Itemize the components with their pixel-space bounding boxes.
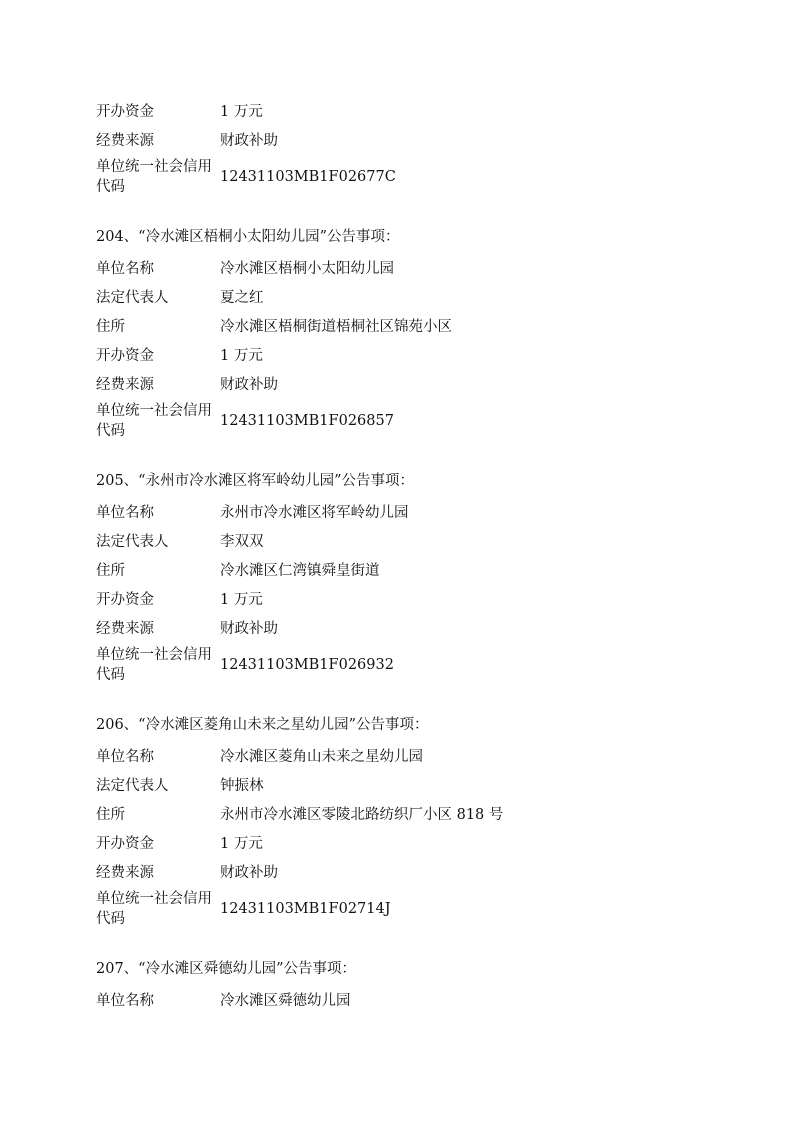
- field-value: 12431103MB1F026932: [220, 657, 394, 673]
- field-label: 单位统一社会信用代码: [96, 647, 212, 683]
- document-content: [96, 97, 736, 1015]
- field-row: [96, 771, 736, 800]
- field-value: 冷水滩区菱角山未来之星幼儿园: [220, 748, 423, 765]
- field-label: 单位名称: [96, 504, 154, 521]
- field-label: 单位名称: [96, 992, 154, 1009]
- field-label: 经费来源: [96, 620, 154, 637]
- field-value: 1 万元: [220, 835, 263, 852]
- field-row: [96, 341, 736, 370]
- field-label: 法定代表人: [96, 533, 169, 550]
- field-row: [96, 312, 736, 341]
- field-row: [96, 858, 736, 887]
- field-label: 住所: [96, 318, 125, 335]
- field-row: [96, 614, 736, 643]
- field-value: 永州市冷水滩区零陵北路纺织厂小区 818 号: [220, 806, 504, 823]
- field-label: 单位统一社会信用代码: [96, 403, 212, 439]
- field-value: 冷水滩区梧桐街道梧桐社区锦苑小区: [220, 318, 452, 335]
- field-row: [96, 283, 736, 312]
- section-heading: 207、“冷水滩区舜德幼儿园”公告事项：: [96, 961, 357, 977]
- field-row: [96, 742, 736, 771]
- field-value: 1 万元: [220, 103, 263, 120]
- field-value: 财政补助: [220, 376, 278, 393]
- field-value: 1 万元: [220, 591, 263, 608]
- field-label: 单位名称: [96, 748, 154, 765]
- field-row: [96, 556, 736, 585]
- field-label: 法定代表人: [96, 777, 169, 794]
- field-value: 永州市冷水滩区将军岭幼儿园: [220, 504, 409, 521]
- field-row: [96, 498, 736, 527]
- section-204: [96, 227, 736, 445]
- top-fragment: [96, 97, 736, 201]
- section-206: [96, 715, 736, 933]
- field-value: 李双双: [220, 533, 264, 550]
- field-label: 住所: [96, 806, 125, 823]
- field-row: [96, 643, 736, 689]
- field-row: [96, 585, 736, 614]
- field-label: 经费来源: [96, 132, 154, 149]
- field-label: 开办资金: [96, 591, 154, 608]
- field-row: [96, 126, 736, 155]
- field-label: 开办资金: [96, 835, 154, 852]
- field-value: 夏之红: [220, 289, 264, 306]
- field-value: 钟振林: [220, 777, 264, 794]
- section-heading: 205、“永州市冷水滩区将军岭幼儿园”公告事项：: [96, 473, 414, 489]
- field-row: [96, 254, 736, 283]
- field-row: [96, 887, 736, 933]
- section-205: [96, 471, 736, 689]
- field-label: 单位统一社会信用代码: [96, 891, 212, 927]
- section-heading: 206、“冷水滩区菱角山未来之星幼儿园”公告事项：: [96, 717, 429, 733]
- field-row: [96, 97, 736, 126]
- field-value: 财政补助: [220, 620, 278, 637]
- field-value: 12431103MB1F026857: [220, 413, 394, 429]
- field-value: 财政补助: [220, 132, 278, 149]
- field-row: [96, 800, 736, 829]
- field-label: 住所: [96, 562, 125, 579]
- field-row: [96, 370, 736, 399]
- field-label: 开办资金: [96, 103, 154, 120]
- field-value: 冷水滩区舜德幼儿园: [220, 992, 351, 1009]
- field-value: 财政补助: [220, 864, 278, 881]
- field-value: 冷水滩区仁湾镇舜皇街道: [220, 562, 380, 579]
- field-value: 12431103MB1F02677C: [220, 169, 396, 185]
- field-label: 经费来源: [96, 864, 154, 881]
- section-heading: 204、“冷水滩区梧桐小太阳幼儿园”公告事项：: [96, 229, 400, 245]
- field-row: [96, 986, 736, 1015]
- field-row: [96, 155, 736, 201]
- field-label: 单位名称: [96, 260, 154, 277]
- field-label: 法定代表人: [96, 289, 169, 306]
- field-value: 冷水滩区梧桐小太阳幼儿园: [220, 260, 394, 277]
- field-row: [96, 527, 736, 556]
- field-row: [96, 829, 736, 858]
- field-row: [96, 399, 736, 445]
- section-207: [96, 959, 736, 1015]
- field-value: 12431103MB1F02714J: [220, 901, 391, 917]
- field-label: 单位统一社会信用代码: [96, 159, 212, 195]
- field-label: 开办资金: [96, 347, 154, 364]
- field-value: 1 万元: [220, 347, 263, 364]
- field-label: 经费来源: [96, 376, 154, 393]
